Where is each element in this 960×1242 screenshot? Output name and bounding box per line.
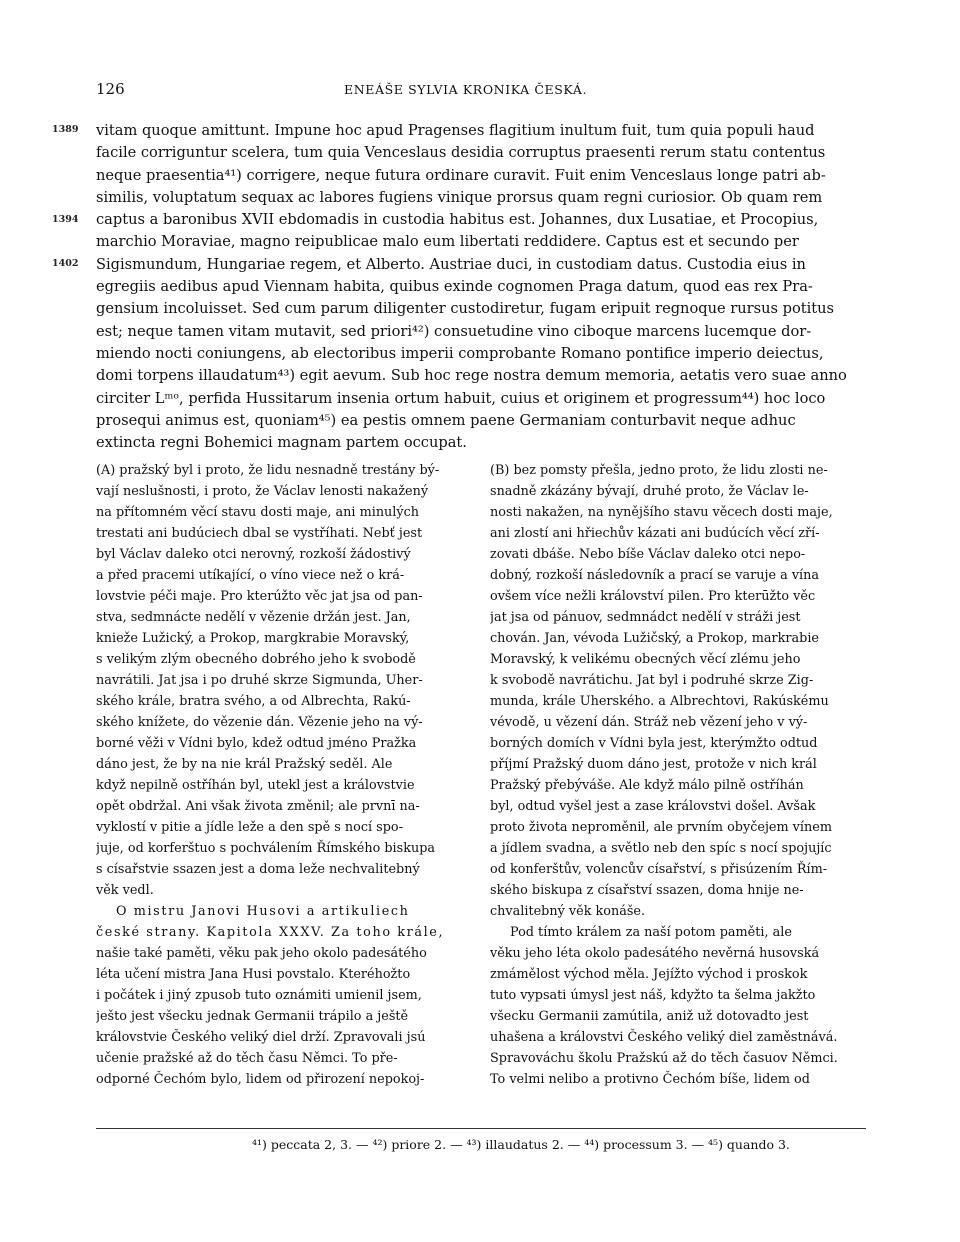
column-b-line: zovati dbáše. Nebo bíše Václav daleko otci nepo- bbox=[490, 547, 806, 562]
latin-text bbox=[96, 120, 866, 454]
column-a-line: odporné Čechóm bylo, lidem od přirození nepokoj- bbox=[96, 1072, 425, 1087]
running-head bbox=[96, 80, 864, 100]
margin-year: 1402 bbox=[52, 258, 79, 269]
column-a-line: a před pracemi utíkající, o víno viece než o krá- bbox=[96, 568, 405, 583]
column-a-line: (A) pražský byl i proto, že lidu nesnadně trestány bý- bbox=[96, 463, 440, 478]
column-a-line: juje, od korferštuo s pochválením Římského biskupa bbox=[96, 841, 436, 856]
column-a-line: ješto jest všecku jednak Germanii trápilo a ještě bbox=[96, 1009, 409, 1024]
column-b-czech-text bbox=[490, 460, 862, 1090]
latin-line: circiter Lᵐᵒ, perfida Hussitarum insenia ortum habuit, cuius et originem et progressum⁴⁴) hoc loco bbox=[96, 389, 826, 407]
column-b-line: zmámělost východ měla. Jejížto východ i proskok bbox=[490, 967, 808, 982]
column-a-line: stva, sedmnácte nedělí v vězenie držán jest. Jan, bbox=[96, 610, 411, 625]
column-b-line: jat jsa od pánuov, sedmnádct nedělí v stráži jest bbox=[490, 610, 801, 625]
column-b-line: od konferštův, volencův císařství, s přisúzením Řím- bbox=[490, 862, 828, 877]
latin-line: gensium incoluisset. Sed cum parum diligenter custodiretur, fugam eripuit regnoque rursus potitus bbox=[96, 300, 835, 318]
column-a-line: byl Václav daleko otci nerovný, rozkoší žádostivý bbox=[96, 547, 411, 562]
footnotes: ⁴¹) peccata 2, 3. — ⁴²) priore 2. — ⁴³) illaudatus 2. — ⁴⁴) processum 3. — ⁴⁵) quando 3. bbox=[252, 1137, 790, 1152]
column-b-line: nosti nakažen, na nynějšího stavu věcech dosti maje, bbox=[490, 505, 833, 520]
column-b-line: byl, odtud vyšel jest a zase královstvi došel. Avšak bbox=[490, 799, 816, 814]
column-a-line: ského knížete, do vězenie dán. Vězenie jeho na vý- bbox=[96, 715, 423, 730]
column-a-line: i počátek i jiný zpusob tuto oznámiti umienil jsem, bbox=[96, 988, 422, 1003]
latin-line: egregiis aedibus apud Viennam habita, quibus exinde cognomen Praga datum, quod eas rex Pra- bbox=[96, 278, 813, 296]
column-b-line: a jídlem svadna, a světlo neb den spíc s nocí spojujíc bbox=[490, 841, 832, 856]
column-b-line: příjmí Pražský duom dáno jest, protože v nich král bbox=[490, 757, 817, 772]
column-a-line: s císařstvie ssazen jest a doma leže nechvalitebný bbox=[96, 862, 420, 877]
column-a-line: učenie pražské až do těch času Němci. To pře- bbox=[96, 1051, 398, 1066]
column-b-line: (B) bez pomsty přešla, jedno proto, že lidu zlosti ne- bbox=[490, 463, 828, 478]
latin-line: neque praesentia⁴¹) corrigere, neque futura ordinare curavit. Fuit enim Venceslaus longe patri ab- bbox=[96, 166, 826, 184]
column-b-line: dobný, rozkoší následovník a prací se varuje a vína bbox=[490, 568, 820, 583]
page-number: 126 bbox=[96, 80, 125, 98]
column-b-line: chován. Jan, vévoda Lužičský, a Prokop, markrabie bbox=[490, 631, 819, 646]
column-b-line: proto života neproměnil, ale prvním obyčejem vínem bbox=[490, 820, 832, 835]
column-a-line: královstvie Českého veliký diel drží. Zpravovali jsú bbox=[96, 1030, 426, 1045]
column-b-line: Pod tímto králem za naší potom paměti, ale bbox=[510, 925, 792, 940]
column-b-line: borných domích v Vídni byla jest, kterýmžto odtud bbox=[490, 736, 818, 751]
latin-line: similis, voluptatum sequax ac labores fugiens vinique prorsus quam regni curiosior. Ob quam rem bbox=[96, 188, 823, 206]
margin-year: 1394 bbox=[52, 214, 79, 225]
column-a-line: knieže Lužický, a Prokop, margkrabie Moravský, bbox=[96, 631, 410, 646]
column-a-line: opět obdržal. Ani však života změnil; ale prvnī na- bbox=[96, 799, 420, 814]
column-b-line: uhašena a královstvi Českého veliký diel zaměstnává. bbox=[490, 1030, 838, 1045]
latin-line: vitam quoque amittunt. Impune hoc apud Pragenses flagitium inultum fuit, tum quia populi haud bbox=[96, 122, 815, 139]
margin-year: 1389 bbox=[52, 124, 79, 135]
column-a-line: věk vedl. bbox=[96, 883, 154, 898]
running-title: ENEÁŠE SYLVIA KRONIKA ČESKÁ. bbox=[344, 82, 588, 97]
chapter-heading-line: české strany. Kapitola XXXV. Za toho krále, bbox=[96, 925, 445, 940]
column-a-line: léta učení mistra Jana Husi povstalo. Kteréhožto bbox=[96, 967, 411, 982]
column-a-line: když nepilně ostříhán byl, utekl jest a královstvie bbox=[96, 778, 415, 793]
column-a-line: vají neslušnosti, i proto, že Václav lenosti nakažený bbox=[96, 484, 429, 499]
column-b-line: ského biskupa z císařství ssazen, doma hnije ne- bbox=[490, 883, 804, 898]
latin-line: Sigismundum, Hungariae regem, et Alberto. Austriae duci, in custodiam datus. Custodia eius in bbox=[96, 255, 806, 273]
column-a-line: na přítomném věcí stavu dosti maje, ani minulých bbox=[96, 505, 420, 520]
latin-line: miendo nocti coniungens, ab electoribus imperii comprobante Romano pontifice imperio deiectus, bbox=[96, 344, 824, 362]
column-b-line: věku jeho léta okolo padesátého nevěrná husovská bbox=[490, 946, 820, 961]
latin-line: marchio Moraviae, magno reipublicae malo eum libertati reddidere. Captus est et secundo per bbox=[96, 233, 799, 251]
column-b-line: ovšem více nežli království pilen. Pro kterūžto věc bbox=[490, 589, 816, 604]
column-a-line: ského krále, bratra svého, a od Albrechta, Rakú- bbox=[96, 694, 411, 709]
column-b-line: Pražský přebýváše. Ale když málo pilně ostříhán bbox=[490, 778, 804, 793]
latin-line: captus a baronibus XVII ebdomadis in custodia habitus est. Johannes, dux Lusatiae, et Procopius, bbox=[96, 211, 819, 229]
latin-line: extincta regni Bohemici magnam partem occupat. bbox=[96, 434, 467, 452]
column-b-line: vévodě, u vězení dán. Stráž neb vězení jeho v vý- bbox=[490, 715, 808, 730]
column-a-line: lovstvie péči maje. Pro kterúžto věc jat jsa od pan- bbox=[96, 589, 423, 604]
column-b-line: snadně zkázány bývají, druhé proto, že Václav le- bbox=[490, 484, 809, 499]
column-b-line: tuto vypsati úmysl jest náš, kdyžto ta šelma jakžto bbox=[490, 988, 816, 1003]
column-b-line: všecku Germanii zamútila, aniž už dotovadto jest bbox=[490, 1009, 809, 1024]
column-b-line: k svobodě navrátichu. Jat byl i podruhé skrze Zig- bbox=[490, 673, 814, 688]
column-b-line: Moravský, k velikému obecných věcí zlému jeho bbox=[490, 652, 801, 667]
column-a-line: s velikým zlým obecného dobrého jeho k svobodě bbox=[96, 652, 416, 667]
column-b-line: Spravováchu školu Pražskú až do těch časuov Němci. bbox=[490, 1051, 838, 1066]
column-a-line: vyklostí v pitie a jídle leže a den spě s nocí spo- bbox=[96, 820, 403, 835]
column-b-line: chvalitebný věk konáše. bbox=[490, 904, 646, 919]
column-a-line: dáno jest, že by na nie král Pražský seděl. Ale bbox=[96, 757, 393, 772]
column-b-line: To velmi nelibo a protivno Čechóm bíše, lidem od bbox=[490, 1072, 810, 1087]
column-a-line: borné věži v Vídni bylo, kdež odtud jméno Pražka bbox=[96, 736, 417, 751]
latin-line: domi torpens illaudatum⁴³) egit aevum. Sub hoc rege nostra demum memoria, aetatis vero suae anno bbox=[96, 367, 847, 385]
column-a-czech-text bbox=[96, 460, 468, 1090]
latin-line: prosequi animus est, quoniam⁴⁵) ea pestis omnem paene Germaniam conturbavit neque adhuc bbox=[96, 411, 796, 429]
column-a-line: trestati ani budúciech dbal se vystříhati. Nebť jest bbox=[96, 526, 423, 541]
latin-line: est; neque tamen vitam mutavit, sed priori⁴²) consuetudine vino ciboque marcens lucemque dor- bbox=[96, 322, 812, 340]
column-a-line: našie také paměti, věku pak jeho okolo padesátého bbox=[96, 946, 427, 961]
column-b-line: ani zlostí ani hřiechův kázati ani budúcích věcí zří- bbox=[490, 526, 820, 541]
column-b-line: munda, krále Uherského. a Albrechtovi, Rakúskému bbox=[490, 694, 829, 709]
footnote-rule bbox=[96, 1128, 866, 1129]
latin-line: facile corriguntur scelera, tum quia Venceslaus desidia corruptus praesenti rerum statu contentus bbox=[96, 144, 826, 162]
column-a-line: navrátili. Jat jsa i po druhé skrze Sigmunda, Uher- bbox=[96, 673, 423, 688]
chapter-heading-line: O mistru Janovi Husovi a artikuliech bbox=[116, 904, 410, 919]
